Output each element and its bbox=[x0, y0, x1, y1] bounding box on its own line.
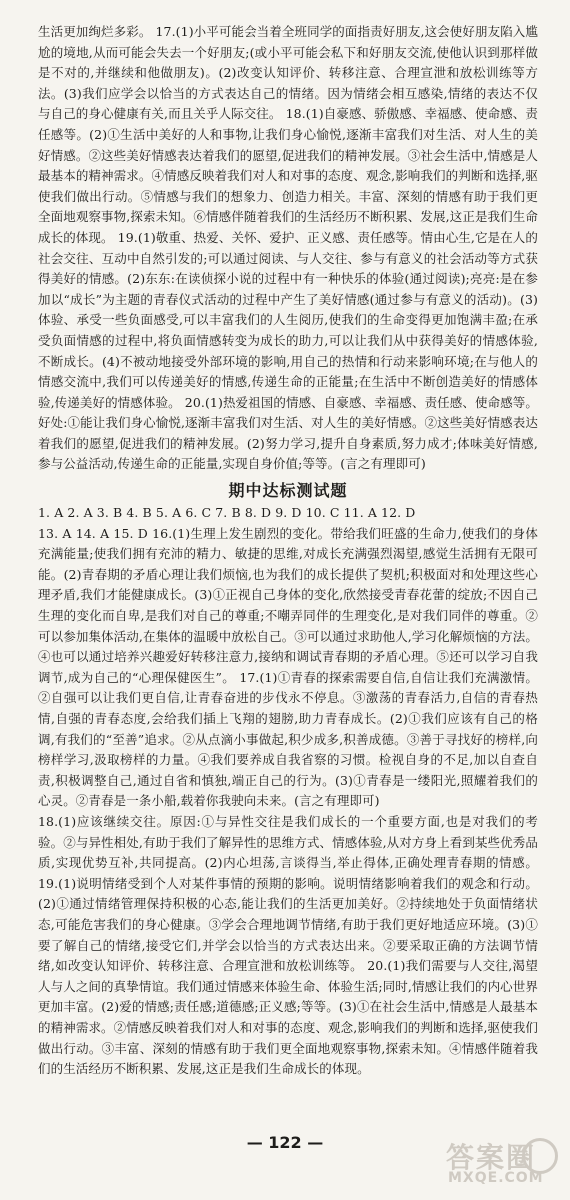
watermark-seal-icon bbox=[522, 1138, 558, 1174]
answer-paragraph: 18.(1)应该继续交往。原因:①与异性交往是我们成长的一个重要方面,也是对我们的考验。②与异性相处,有助于我们了解异性的思维方式、情感体验,从对方身上看到某些优秀品质,实现优势互补,共同提高。(2)内心坦荡,言谈得当,举止得体,正确处理青春期的情感。 19.(1)说明情绪受到个人对某件事情的预期的影响。说明情绪影响着我们的观念和行动。(2)①通过情绪管理保持积极的心态,能让我们的生活更加美好。②持续地处于负面情绪状态,可能危害我们的身心健康。③学会合理地调节情绪,有助于我们更好地适应环境。(3)①要了解自己的情绪,接受它们,并学会以恰当的方式表达出来。②要采取正确的方法调节情绪,如改变认知评价、转移注意、合理宣泄和放松训练等。 20.(1)我们需要与人交往,渴望人与人之间的真挚情谊。我们通过情感来体验生命、体验生活;同时,情感让我们的内心世界更加丰富。(2)爱的情感;责任感;道德感;正义感;等等。(3)①在社会生活中,情感是人最基本的精神需求。②情感反映着我们对人和对事的态度、观念,影响我们的判断和选择,驱使我们做出行动。③丰富、深刻的情感有助于我们更全面地观察事物,探索未知。④情感伴随着我们的生活经历不断积累、发展,这正是我们生命成长的体现。 bbox=[38, 813, 538, 1077]
watermark-url: MXQE.COM bbox=[448, 1170, 544, 1186]
answer-page bbox=[38, 22, 538, 1080]
answer-paragraph: 生活更加绚烂多彩。 17.(1)小平可能会当着全班同学的面指责好朋友,这会使好朋友陷入尴尬的境地,从而可能会失去一个好朋友;(或小平可能会私下和好朋友交流,使他认识到那样做是不对的,并继续和他做朋友)。(2)改变认知评价、转移注意、合理宣泄和放松训练等方法。(3)我们应学会以恰当的方式表达自己的情绪。因为情绪会相互感染,情绪的表达不仅与自己的身心健康有关,而且关乎人际交往。 18.(1)自豪感、骄傲感、幸福感、使命感、责任感等。(2)①生活中美好的人和事物,让我们身心愉悦,逐渐丰富我们对生活、对人生的美好情感。②这些美好情感表达着我们的愿望,促进我们的精神发展。③社会生活中,情感是人最基本的精神需求。④情感反映着我们对人和对事的态度、观念,影响我们的判断和选择,驱使我们做出行动。⑤情感与我们的想象力、创造力相关。丰富、深刻的情感有助于我们更全面地观察事物,探索未知。⑥情感伴随着我们的生活经历不断积累、发展,这正是我们生命成长的体现。 19.(1)敬重、热爱、关怀、爱护、正义感、责任感等。情由心生,它是在人的社会交往、互动中自然引发的;可以通过阅读、与人交往、参与有意义的社会活动等方式获得美好的情感。(2)东东:在读侦探小说的过程中有一种快乐的体验(通过阅读);亮亮:是在参加以“成长”为主题的青春仪式活动的过程中产生了美好情感(通过参与有意义的活动)。(3)体验、承受一些负面感受,可以丰富我们的人生阅历,使我们的生命变得更加饱满丰盈;在承受负面情感的过程中,将负面情感转变为成长的助力,可以让我们从中获得美好的情感体验,不断成长。(4)不被动地接受外部环境的影响,用自己的热情和行动来影响环境;在与他人的情感交流中,我们可以传递美好的情感,传递生命的正能量;在生活中不断创造美好的情感体验,传递美好的情感体验。 20.(1)热爱祖国的情感、自豪感、幸福感、责任感、使命感等。 好处:①能让我们身心愉悦,逐渐丰富我们对生活、对人生的美好情感。②这些美好情感表达着我们的愿望,促进我们的精神发展。(2)努力学习,提升自身素质,努力成才;体味美好情感,参与公益活动,传递生命的正能量,实现自身价值;等等。(言之有理即可) bbox=[38, 24, 538, 472]
watermark-logo bbox=[442, 1134, 560, 1192]
section-title: 期中达标测试题 bbox=[228, 481, 348, 501]
watermark-title: 答案圈 bbox=[446, 1141, 537, 1174]
answer-paragraph: 13. A 14. A 15. D 16.(1)生理上发生剧烈的变化。带给我们旺盛的生命力,使我们的身体充满能量;使我们拥有充沛的精力、敏捷的思维,对成长充满强烈渴望,感觉生活拥有无限可能。(2)青春期的矛盾心理让我们烦恼,也为我们的成长提供了契机;积极面对和处理这些心理矛盾,我们才能健康成长。(3)①正视自己身体的变化,欣然接受青春花蕾的绽放;不因自己生理的变化而自卑,是我们对自己的尊重;不嘲弄同伴的生理变化,是对我们同伴的尊重。②可以参加集体活动,在集体的温暖中放松自己。③可以通过求助他人,学习化解烦恼的方法。④也可以通过培养兴趣爱好转移注意力,接纳和调试青春期的矛盾心理。⑤还可以学习自我调节,成为自己的“心理保健医生”。 17.(1)①青春的探索需要自信,自信让我们充满激情。②自强可以让我们更自信,让青春奋进的步伐永不停息。③激荡的青春活力,自信的青春热情,自强的青春态度,会给我们插上飞翔的翅膀,助力青春成长。(2)①我们应该有自己的格调,有我们的“至善”追求。②从点滴小事做起,积少成多,积善成德。③善于寻找好的榜样,向榜样学习,汲取榜样的力量。④我们要养成自我省察的习惯。检视自身的不足,加以自查自责,积极调整自己,通过自省和慎独,端正自己的行为。(3)①青春是一缕阳光,照耀着我们的心灵。②青春是一条小船,载着你我驶向未来。(言之有理即可) bbox=[38, 525, 538, 809]
multiple-choice-answers: 1. A 2. A 3. B 4. B 5. A 6. C 7. B 8. D 9. D 10. C 11. A 12. D bbox=[38, 505, 416, 521]
page-number: — 122 — bbox=[246, 1133, 324, 1152]
